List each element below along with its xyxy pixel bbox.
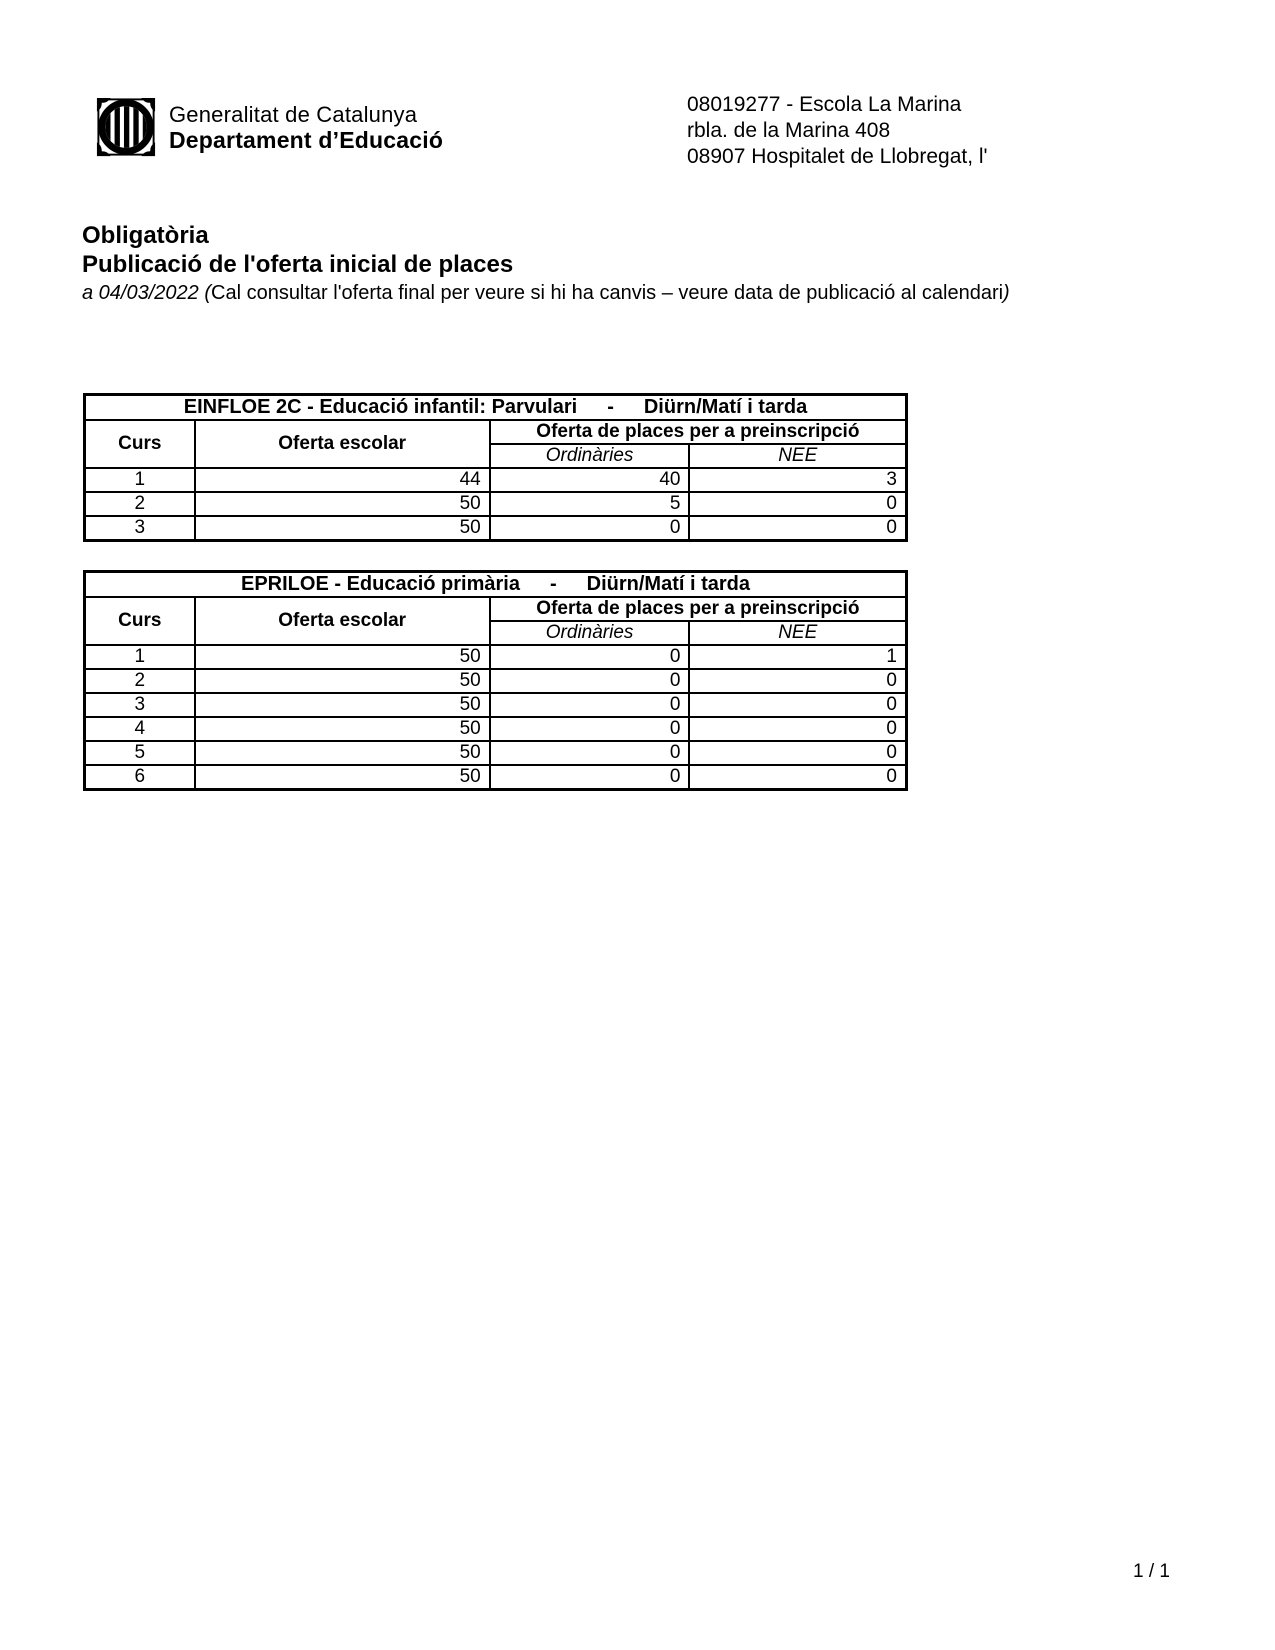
cell-oferta: 50: [195, 492, 490, 516]
table-eprilo-primaria: [83, 570, 908, 791]
table-row: [85, 468, 907, 492]
table-title-program: EPRILOE - Educació primària: [241, 573, 520, 595]
document-title: Publicació de l'oferta inicial de places: [82, 251, 514, 278]
table-row: [85, 765, 907, 790]
subtitle-close-paren: ): [1003, 282, 1010, 304]
dept-name: Departament d’Educació: [169, 127, 444, 154]
brand-header: [95, 96, 443, 158]
school-street: rbla. de la Marina 408: [687, 119, 891, 142]
cell-nee: 0: [689, 717, 906, 741]
cell-oferta: 50: [195, 741, 490, 765]
document-subtitle: [82, 281, 1010, 306]
table-title-schedule: Diürn/Matí i tarda: [586, 573, 750, 595]
table-title-program: EINFLOE 2C - Educació infantil: Parvulari: [183, 396, 578, 418]
cell-curs: 6: [85, 765, 195, 790]
page-number: 1 / 1: [1133, 1561, 1170, 1582]
cell-curs: 3: [85, 693, 195, 717]
col-header-curs: Curs: [85, 420, 195, 468]
cell-nee: 0: [689, 741, 906, 765]
table-title-schedule: Diürn/Matí i tarda: [643, 396, 808, 418]
table-title-separator: -: [549, 573, 557, 595]
cell-oferta: 50: [195, 717, 490, 741]
cell-curs: 4: [85, 717, 195, 741]
cell-curs: 1: [85, 468, 195, 492]
col-header-nee: NEE: [689, 621, 906, 645]
table-row: [85, 516, 907, 541]
table-row: [85, 492, 907, 516]
table-title: [85, 395, 907, 421]
school-code-name: 08019277 - Escola La Marina: [687, 93, 962, 116]
cell-oferta: 50: [195, 645, 490, 669]
cell-ordinaries: 5: [490, 492, 690, 516]
school-address-block: [687, 92, 988, 170]
col-header-group: Oferta de places per a preinscripció: [490, 597, 907, 621]
generalitat-seal-icon: [95, 96, 157, 158]
cell-ordinaries: 0: [490, 765, 690, 790]
table-header-row: [85, 420, 907, 444]
col-header-ordinaries: Ordinàries: [490, 621, 690, 645]
table-row: [85, 669, 907, 693]
cell-nee: 3: [689, 468, 906, 492]
cell-ordinaries: 0: [490, 516, 690, 541]
cell-oferta: 44: [195, 468, 490, 492]
cell-oferta: 50: [195, 669, 490, 693]
cell-ordinaries: 0: [490, 645, 690, 669]
brand-text: [169, 100, 443, 154]
cell-nee: 0: [689, 516, 906, 541]
col-header-oferta: Oferta escolar: [195, 597, 490, 645]
cell-nee: 0: [689, 765, 906, 790]
cell-curs: 2: [85, 669, 195, 693]
table-title-row: [85, 395, 907, 421]
cell-curs: 2: [85, 492, 195, 516]
col-header-group: Oferta de places per a preinscripció: [490, 420, 907, 444]
cell-nee: 0: [689, 669, 906, 693]
table-row: [85, 645, 907, 669]
document-kind: Obligatòria: [82, 222, 209, 249]
cell-nee: 0: [689, 492, 906, 516]
org-name: Generalitat de Catalunya: [169, 102, 418, 128]
table-header-row: [85, 597, 907, 621]
cell-oferta: 50: [195, 516, 490, 541]
table-row: [85, 717, 907, 741]
col-header-oferta: Oferta escolar: [195, 420, 490, 468]
document-titles: [82, 221, 1010, 306]
cell-curs: 5: [85, 741, 195, 765]
table-title-row: [85, 572, 907, 598]
cell-ordinaries: 0: [490, 693, 690, 717]
cell-ordinaries: 40: [490, 468, 690, 492]
cell-ordinaries: 0: [490, 717, 690, 741]
subtitle-date: a 04/03/2022 (: [82, 282, 211, 304]
cell-curs: 3: [85, 516, 195, 541]
subtitle-note: Cal consultar l'oferta final per veure si hi ha canvis – veure data de publicació al calendari: [211, 282, 1004, 304]
col-header-ordinaries: Ordinàries: [490, 444, 690, 468]
cell-curs: 1: [85, 645, 195, 669]
school-city: 08907 Hospitalet de Llobregat, l': [687, 145, 988, 168]
cell-ordinaries: 0: [490, 669, 690, 693]
cell-nee: 1: [689, 645, 906, 669]
table-einfloe-parvulari: [83, 393, 908, 542]
cell-nee: 0: [689, 693, 906, 717]
table-title: [85, 572, 907, 598]
table-row: [85, 693, 907, 717]
cell-oferta: 50: [195, 693, 490, 717]
cell-oferta: 50: [195, 765, 490, 790]
cell-ordinaries: 0: [490, 741, 690, 765]
col-header-nee: NEE: [689, 444, 906, 468]
table-title-separator: -: [607, 396, 614, 418]
col-header-curs: Curs: [85, 597, 195, 645]
table-row: [85, 741, 907, 765]
